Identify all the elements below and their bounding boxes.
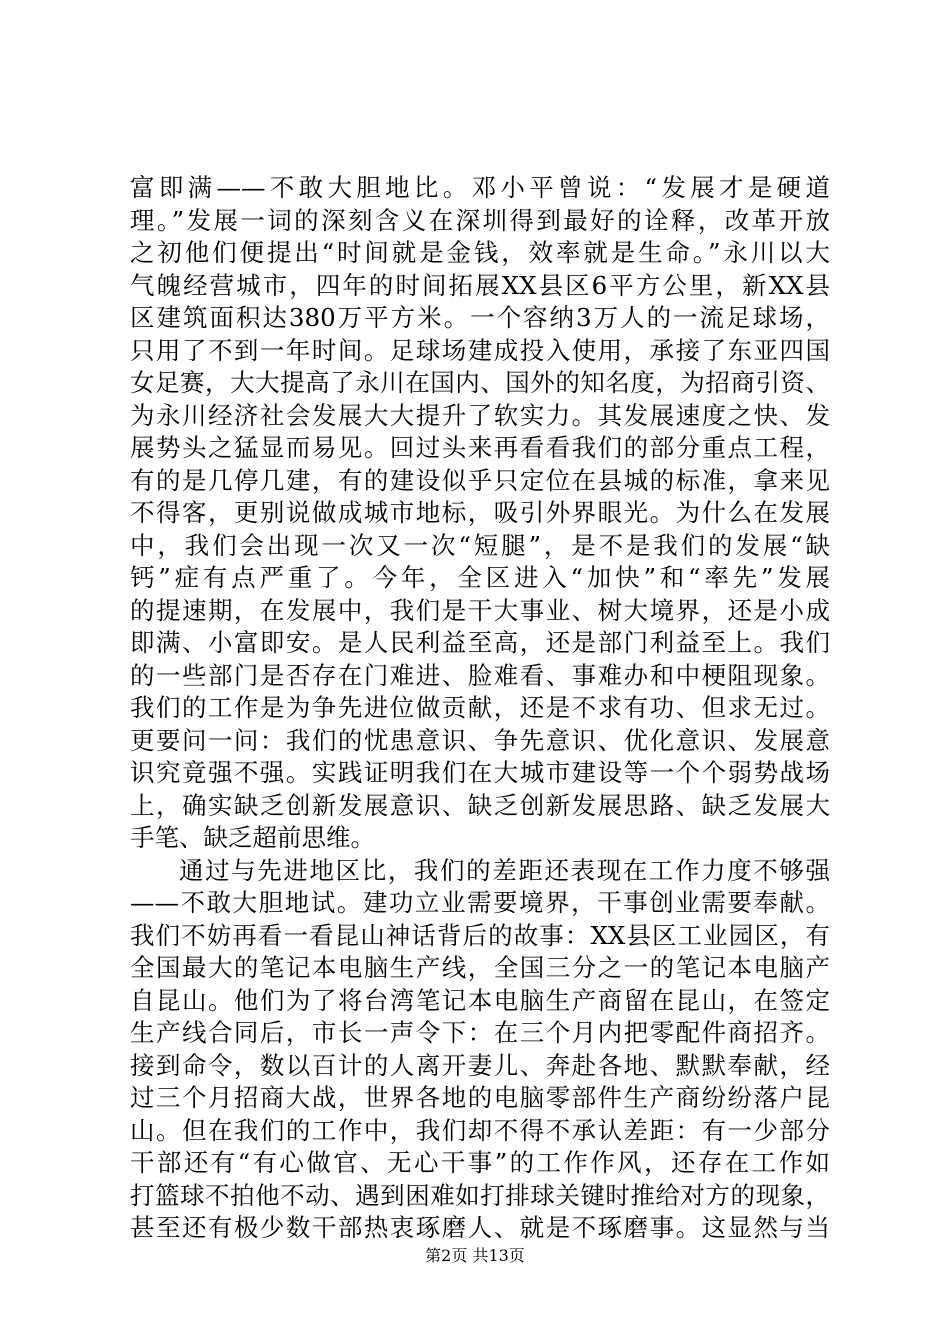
text-line: 识究竟强不强。实践证明我们在大城市建设等一个个弱势战场 — [130, 758, 830, 787]
text-line: 不得客，更别说做成城市地标，吸引外界眼光。为什么在发展 — [130, 498, 830, 527]
text-line: 只用了不到一年时间。足球场建成投入使用，承接了东亚四国 — [130, 335, 830, 365]
text-line: 的提速期，在发展中，我们是干大事业、树大境界，还是小成 — [130, 595, 830, 625]
text-line: 气魄经营城市，四年的时间拓展XX县区6平方公里，新XX县 — [130, 270, 830, 300]
text-line: 为永川经济社会发展大大提升了软实力。其发展速度之快、发 — [130, 400, 830, 430]
text-line: ——不敢大胆地试。建功立业需要境界，干事创业需要奉献。 — [130, 888, 830, 917]
text-line: 打篮球不拍他不动、遇到困难如打排球关键时推给对方的现象， — [130, 1180, 830, 1210]
text-line: 富即满——不敢大胆地比。邓小平曾说：“发展才是硬道 — [130, 173, 830, 202]
body-text — [130, 172, 830, 1245]
text-line: 我们不妨再看一看昆山神话背后的故事：XX县区工业园区，有 — [130, 920, 830, 950]
text-line: 中，我们会出现一次又一次“短腿”，是不是我们的发展“缺 — [130, 530, 830, 560]
text-line: 过三个月招商大战，世界各地的电脑零部件生产商纷纷落户昆 — [130, 1083, 830, 1112]
text-line: 干部还有“有心做官、无心干事”的工作作风，还存在工作如 — [130, 1148, 830, 1177]
text-line: 的一些部门是否存在门难进、脸难看、事难办和中梗阻现象。 — [130, 660, 830, 690]
text-line: 接到命令，数以百计的人离开妻儿、奔赴各地、默默奉献，经 — [130, 1050, 830, 1080]
paragraph-first-line: 通过与先进地区比，我们的差距还表现在工作力度不够强 — [179, 855, 830, 885]
text-line: 上，确实缺乏创新发展意识、缺乏创新发展思路、缺乏发展大 — [130, 790, 830, 820]
text-line: 有的是几停几建，有的建设似乎只定位在县城的标准，拿来见 — [130, 465, 830, 495]
text-line: 女足赛，大大提高了永川在国内、国外的知名度，为招商引资、 — [130, 368, 830, 397]
text-line: 生产线合同后，市长一声令下：在三个月内把零配件商招齐。 — [130, 1018, 830, 1047]
text-line: 自昆山。他们为了将台湾笔记本电脑生产商留在昆山，在签定 — [130, 985, 830, 1015]
text-line: 展势头之猛显而易见。回过头来再看看我们的部分重点工程， — [130, 433, 830, 462]
text-line: 手笔、缺乏超前思维。 — [130, 823, 375, 852]
text-line: 即满、小富即安。是人民利益至高，还是部门利益至上。我们 — [130, 628, 830, 657]
text-line: 全国最大的笔记本电脑生产线，全国三分之一的笔记本电脑产 — [130, 953, 830, 982]
text-line: 甚至还有极少数干部热衷琢磨人、就是不琢磨事。这显然与当 — [130, 1213, 830, 1242]
text-line: 区建筑面积达380万平方米。一个容纳3万人的一流足球场， — [130, 303, 830, 332]
text-line: 之初他们便提出“时间就是金钱，效率就是生命。”永川以大 — [130, 238, 830, 267]
text-line: 钙”症有点严重了。今年，全区进入“加快”和“率先”发展 — [130, 563, 830, 592]
text-line: 山。但在我们的工作中，我们却不得不承认差距：有一少部分 — [130, 1115, 830, 1145]
page-number-footer: 第2页 共13页 — [425, 1246, 525, 1265]
text-line: 更要问一问：我们的忧患意识、争先意识、优化意识、发展意 — [130, 725, 830, 755]
text-line: 我们的工作是为争先进位做贡献，还是不求有功、但求无过。 — [130, 693, 830, 722]
text-line: 理。”发展一词的深刻含义在深圳得到最好的诠释，改革开放 — [130, 205, 830, 235]
